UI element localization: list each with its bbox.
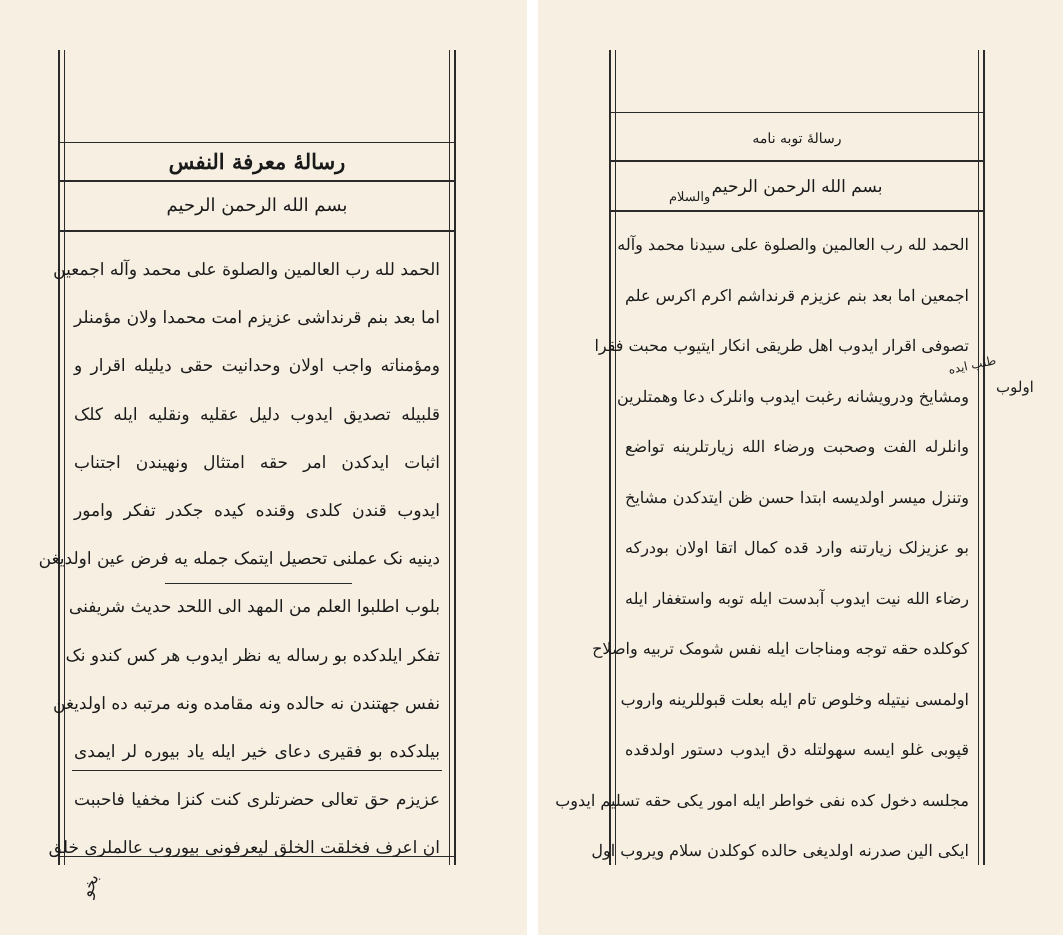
frame-rule: [611, 112, 983, 113]
catchword-note: بخو: [76, 871, 103, 900]
text-line: قلبیله تصدیق ایدوب دلیل عقلیه ونقلیه ایله کلک: [74, 404, 440, 425]
manuscript-page-right: [538, 0, 1063, 935]
text-line: کوکلده حقه توجه ومناجات ایله نفس شومک تربیه واصلاح: [592, 639, 969, 658]
text-line: بلوب اطلبوا العلم من المهد الى اللحد حدیث شریفنی: [68, 597, 440, 618]
margin-note-inside: طلب ایده: [947, 353, 998, 377]
text-line: بیلدکده بو فقیری دعای خیر ایله یاد بیوره لر ایمدی: [74, 742, 440, 763]
margin-note-outside: اولوب: [996, 378, 1034, 396]
text-line: اثبات ایدکدن امر حقه امتثال ونهیندن اجتناب: [74, 452, 440, 473]
text-line: ان اعرف فخلقت الخلق لیعرفونی بیوروب عالملری خلق: [48, 838, 440, 859]
page-frame: [555, 50, 985, 865]
text-line: تصوفی اقرار ایدوب اهل طریقی انکار ایتیوب محبت فقرا: [594, 336, 969, 355]
main-text: [38, 246, 440, 873]
text-line: رضاء الله نیت ایدوب آبدست ایله توبه واستغفار ایله: [625, 588, 969, 608]
frame-rule: [611, 160, 983, 162]
text-line: ومشایخ ودرویشانه رغبت ایدوب وانلرک دعا وهمتلرین: [616, 386, 969, 406]
interlinear-note: والسلام: [669, 190, 711, 205]
page-title: رسالهٔ معرفة النفس: [168, 149, 346, 174]
frame-rule: [60, 180, 454, 182]
frame-rule: [60, 230, 454, 232]
basmala: بسم الله الرحمن الرحيم: [166, 195, 348, 216]
text-line: عزیزم حق تعالی حضرتلری کنت کنزا مخفیا فاحببت: [74, 790, 440, 811]
text-line: ومؤمناته واجب اولان وحدانیت حقی دیلیله اقرار و: [74, 356, 440, 377]
text-line: وانلرله الفت وصحبت ورضاء الله زیارتلرینه تواضع: [625, 437, 969, 456]
page-title: رسالهٔ توبه نامه: [752, 131, 842, 147]
text-line: تفکر ایلدکده بو رساله یه نظر ایدوب هر کس کندو نک: [65, 645, 440, 666]
text-line: الحمد لله رب العالمين والصلوة على محمد وآله اجمعين: [53, 260, 440, 280]
text-line: بو عزیزلک زیارتنه وارد قده کمال اتقا اولان بودرکه: [625, 538, 969, 557]
page-frame: [38, 50, 456, 865]
text-line: اجمعين اما بعد بنم عزیزم قرنداشم اکرم اکرس علم: [625, 285, 969, 305]
frame-rule: [611, 210, 983, 212]
text-line: اولمسی نیتیله وخلوص تام ایله بعلت قبوللرینه واروب: [620, 689, 969, 709]
frame-rule: [60, 142, 454, 143]
text-line: الحمد لله رب العالمين والصلوة على سيدنا محمد وآله: [617, 235, 969, 254]
manuscript-page-left: [0, 0, 527, 935]
basmala: بسم الله الرحمن الرحيم: [711, 177, 883, 197]
text-line: دینیه نک عملنی تحصیل ایتمک جمله یه فرض عین اولدیغن: [38, 549, 440, 570]
text-line: ایکی الین صدرنه اولدیغی حالده کوکلدن سلام ویروب اول: [591, 841, 969, 860]
text-line: اما بعد بنم قرنداشی عزیزم امت محمدا ولان مؤمنلر: [74, 308, 440, 329]
text-line: نفس جهتندن نه حالده ونه مقامده ونه مرتبه ده اولدیغن: [53, 693, 440, 714]
text-line: ایدوب قندن کلدی وقنده کیده جکدر تفکر وامور: [74, 501, 440, 522]
main-text: [555, 220, 969, 877]
text-line: مجلسه دخول کده نفی خواطر ایله امور یکی حقه تسلیم ایدوب: [555, 790, 969, 810]
text-line: قپوبی غلو ایسه سهولتله دق ایدوب دستور اولدقده: [625, 740, 969, 759]
text-line: وتنزل میسر اولدیسه ابتدا حسن ظن ایتدکدن مشایخ: [625, 487, 969, 507]
page-gutter: [527, 0, 538, 935]
